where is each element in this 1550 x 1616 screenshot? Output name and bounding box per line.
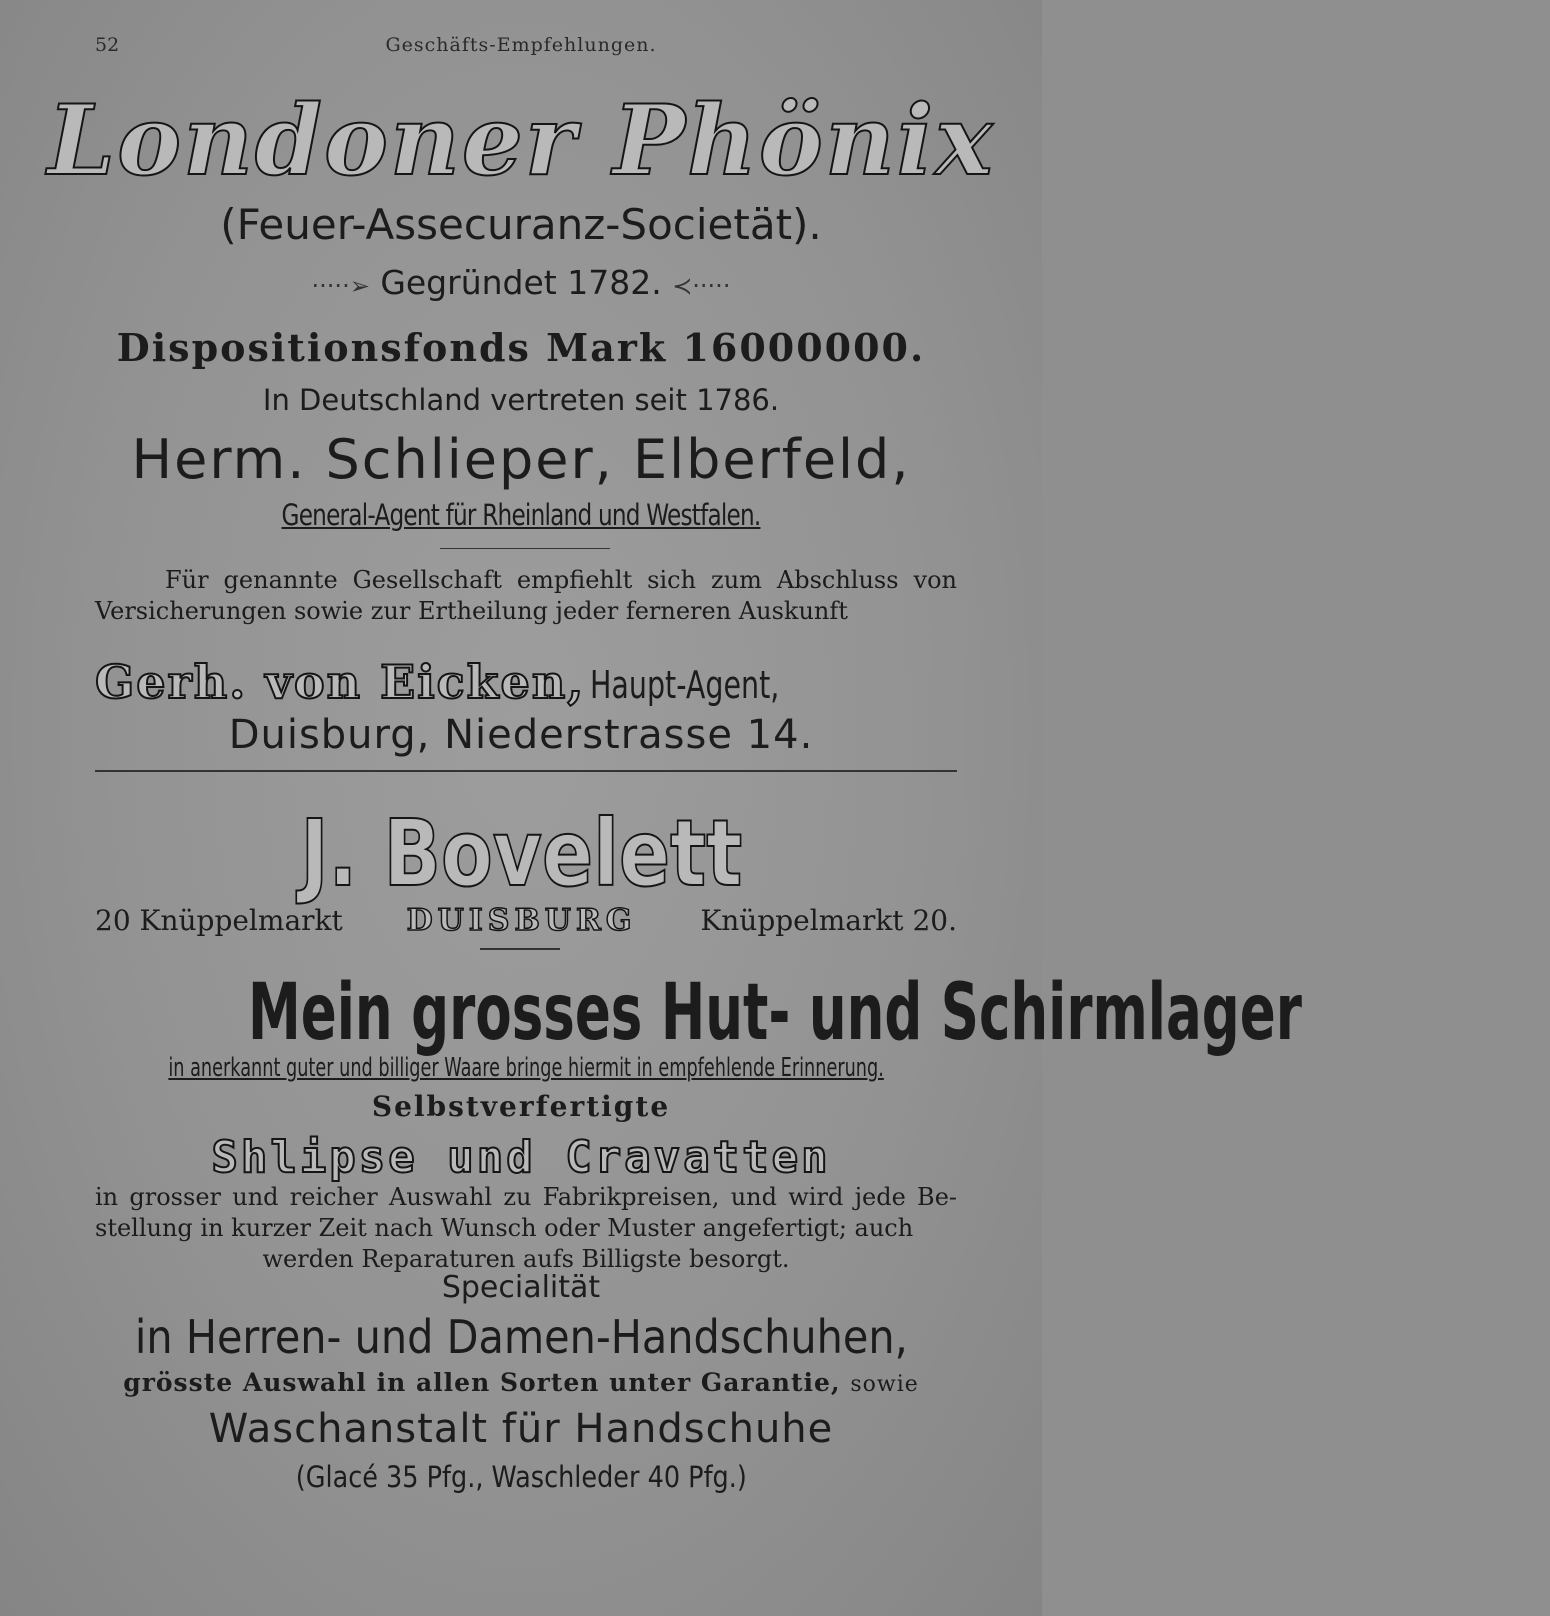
ad1-company-name: Londoner Phönix [47,84,995,197]
ad2-prices [0,1460,1042,1494]
ad2-body-line3: werden Reparaturen aufs Billigste besorgt. [262,1245,790,1273]
ad1-address: Duisburg, Niederstrasse 14. [228,712,814,758]
ad1-body-line1: Für genannte Gesellschaft empfiehlt sich zum Abschluss von [165,566,957,594]
ad2-selection-tail: sowie [850,1372,919,1397]
ornament-right: ≺····· [672,272,731,300]
short-divider [440,548,610,549]
ad1-founded [0,263,1042,302]
ad1-agent-title: General-Agent für Rheinland und Westfalen. [281,498,761,532]
ad2-company-name [0,800,1042,907]
ad2-company-text: J. Bovelett [300,800,742,907]
ad2-tagline [0,1053,1042,1083]
ad2-specialty: Specialität [441,1270,601,1305]
ad2-address-right: Knüppelmarkt 20. [700,904,957,937]
ad2-selection-text: grösste Auswahl in allen Sorten unter Garantie, [123,1368,841,1397]
page-header [0,34,1042,58]
ad1-body [95,565,957,627]
ad1-founded-text: Gegründet 1782. [380,263,662,302]
ad1-body-line2: Versicherungen sowie zur Ertheilung jeder ferneren Auskunft [95,597,848,625]
ad2-selection [0,1368,1042,1397]
ad1-agent: Herm. Schlieper, Elberfeld, [131,428,911,491]
ad2-selbst: Selbstverfertigte [371,1090,671,1123]
page-number: 52 [95,34,120,56]
ad2-address-line [95,903,957,938]
ad2-body-line1: in grosser und reicher Auswahl zu Fabrikpreisen, und wird jede Be- [95,1183,957,1211]
ad2-city: DUISBURG [406,903,637,938]
ad2-body [95,1182,957,1275]
ornament-left: ·····➢ [311,272,370,300]
ad1-subtitle: (Feuer-Assecuranz-Societät). [220,200,822,249]
ad2-product: Shlipse und Cravatten [211,1132,831,1183]
ad2-body-line2: stellung in kurzer Zeit nach Wunsch oder Muster angefertigt; auch [95,1214,914,1242]
ad2-prices-text: (Glacé 35 Pfg., Waschleder 40 Pfg.) [295,1460,747,1494]
short-divider-2 [480,948,560,950]
ad1-fund: Dispositionsfonds Mark 16000000. [116,325,926,370]
ad1-contact [95,655,957,709]
ad2-laundry: Waschanstalt für Handschuhe [208,1406,834,1452]
ad1-represented: In Deutschland vertreten seit 1786. [262,383,780,417]
ad2-gloves-text: in Herren- und Damen-Handschuhen, [134,1310,908,1364]
running-title: Geschäfts-Empfehlungen. [385,34,657,56]
ad2-tagline-text: in anerkannt guter und billiger Waare bringe hiermit in empfehlende Erinnerung. [168,1053,884,1083]
ad1-contact-title: Haupt-Agent, [590,663,780,707]
ad2-address-left: 20 Knüppelmarkt [95,904,343,937]
ad2-gloves [0,1310,1042,1364]
ad2-headline-text: Mein grosses Hut- und Schirmlager [247,968,1302,1058]
ad1-contact-name: Gerh. von Eicken, [95,655,586,709]
section-divider [95,770,957,772]
ad2-headline [0,968,1302,1058]
